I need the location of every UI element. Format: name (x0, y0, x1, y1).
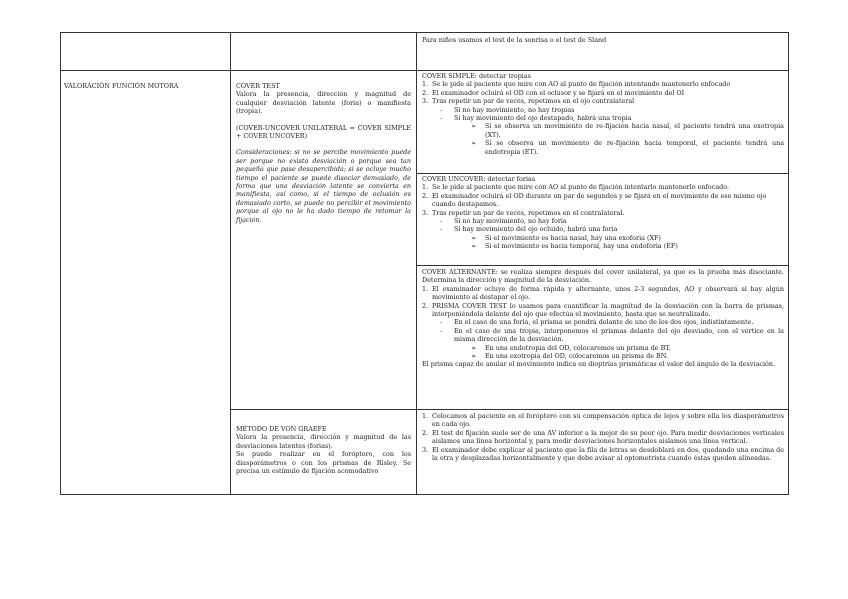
cover-alternante-outro: El prisma capaz de anular el movimiento indica en dioptrías prismáticas el valor del ángulo de la desviación. (422, 360, 775, 369)
cover-test-title: COVER TEST (236, 82, 280, 90)
document-table (60, 32, 789, 495)
von-graefe-title: MÉTODO DE VON GRAEFE (236, 425, 327, 433)
cover-test-considerations: Consideraciones: si no se percibe movimiento puede ser porque no exista desviación o porque sea tan pequeña que pase desapercibida; si se ocluye mucho tiempo el paciente se puede disociar demasiado, de forma que una desviación latente se convierta en manifiesta, así como, si el tiempo de oclusión es demasiado corto, se puede no percibir el movimiento porque al ojo no le ha dado tiempo de retomar la fijación. (236, 148, 411, 224)
row-divider-1 (60, 70, 789, 71)
cover-test-desc: Valora la presencia, dirección y magnitud de cualquier desviación latente (foria) o manifiesta (tropia). (236, 90, 411, 116)
row1-note-cell (422, 36, 784, 44)
list-item: ➢ Si se observa un movimiento de re-fijación hacia nasal, el paciente tendrá una exotropia (XT). (471, 122, 784, 139)
table-border-top (60, 32, 789, 33)
cover-simple-cell (422, 72, 784, 156)
list-item: - Si no hay movimiento, no hay tropias (440, 105, 575, 114)
column-divider-1 (230, 32, 231, 495)
list-item: 2. El examinador ocluirá el OD con el oclusor y se fijará en el movimiento del OI (422, 88, 685, 97)
von-graefe-cell (236, 425, 411, 475)
row-divider-cover-simple (416, 173, 789, 174)
cover-alternante-intro: COVER ALTERNANTE: se realiza siempre después del cover unilateral, ya que es la prueba más disociante. Determina la dirección y magnitud de la desviación. (422, 268, 784, 285)
list-item: ➢ Si el movimiento es hacia nasal, hay una exoforia (XF) (471, 233, 661, 242)
von-graefe-desc: Valora la presencia, dirección y magnitud de las desviaciones latentes (forias). (236, 433, 411, 450)
list-item: ➢ Si el movimiento es hacia temporal, hay una endoforia (EF) (471, 242, 678, 251)
cover-test-alt: (COVER-UNCOVER UNILATERAL = COVER SIMPLE + COVER UNCOVER) (236, 123, 411, 141)
section-title: VALORACIÓN FUNCIÓN MOTORA (64, 82, 179, 90)
section-title-cell (64, 82, 226, 90)
arrow-bullet-icon: ➢ (471, 242, 477, 251)
list-item: 3. Tras repetir un par de veces, repetimos en el contralateral. (422, 208, 625, 217)
row1-note: Para niños usamos el test de la sonrisa o el test de Sland (422, 36, 607, 44)
list-item: - Si hay movimiento del ojo destapado, habrá una tropia (440, 114, 632, 123)
cover-uncover-cell (422, 175, 784, 251)
row-divider-von-graefe (230, 409, 789, 410)
list-item: ➢ Si se observa un movimiento de re-fijación hacia temporal, el paciente tendrá una endotropia (ET). (471, 139, 784, 156)
arrow-bullet-icon: ➢ (471, 233, 477, 242)
list-item: 2. El test de fijación suele ser de una AV inferior a la mejor de su peor ojo. Para medir desviaciones verticales aislamos una línea horizontal y, para medir desviaciones horizontales aislamos una línea vertical. (422, 428, 784, 446)
list-item: 2. El examinador ocluirá el OD durante un par de segundos y se fijará en el movimiento de ese mismo ojo cuando destapamos. (422, 191, 767, 209)
list-item: ➢ En una exotropia del OD, colocaremos un prisma de BN. (471, 352, 668, 361)
list-item: - En el caso de una tropia, interponemos el prismas delante del ojo desviado, con el vértice en la misma dirección de la desviación. (440, 326, 784, 344)
cover-alternante-cell (422, 268, 784, 369)
column-divider-2 (416, 32, 417, 495)
list-item: 1. El examinador ocluye de forma rápida y alternante, unos 2-3 segundos, AO y observará si hay algún movimiento al destapar el ojo. (422, 284, 784, 302)
list-item: - En el caso de una foria, el prisma se pondrá delante de uno de los dos ojos, indistintamente. (440, 318, 754, 327)
row-divider-cover-uncover (416, 265, 789, 266)
arrow-bullet-icon: ➢ (471, 352, 477, 361)
arrow-bullet-icon: ➢ (471, 122, 477, 131)
cover-simple-title: COVER SIMPLE: detectar tropias (422, 72, 531, 80)
list-item: ➢ En una endotropia del OD, colocaremos un prisma de BT. (471, 343, 671, 352)
von-graefe-desc2: Se puede realizar en el foróptero, con los diasporámetros o con los prismas de Risley. Se precisa un estímulo de fijación acomodativo (236, 450, 411, 476)
list-item: 1. Se le pide al paciente que mire con AO al punto de fijación intentando mantenerlo enfocado (422, 80, 731, 89)
table-border-bottom (60, 494, 789, 495)
list-item: - Si no hay movimiento, no hay foria (440, 217, 567, 226)
list-item: 2. PRISMA COVER TEST lo usamos para cuantificar la magnitud de la desviación con la barra de prismas, interponiéndola delante del ojo que efectúa el movimiento, hasta que se neutralizado. (422, 301, 784, 319)
list-item: 3. Tras repetir un par de veces, repetimos en el ojo contralateral (422, 97, 635, 106)
von-graefe-steps-cell (422, 412, 784, 462)
arrow-bullet-icon: ➢ (471, 139, 477, 148)
cover-uncover-title: COVER UNCOVER: detectar forias (422, 175, 536, 183)
table-border-right (788, 32, 789, 495)
list-item: 1. Se le pide al paciente que mire con AO al punto de fijación intentarlo mantenerlo enfocado. (422, 183, 730, 192)
table-border-left (60, 32, 61, 495)
cover-test-cell (236, 82, 411, 224)
arrow-bullet-icon: ➢ (471, 343, 477, 352)
list-item: - Si hay movimiento del ojo ocluido, habrá una foria (440, 225, 618, 234)
list-item: 1. Colocamos al paciente en el foróptero con su compensación óptica de lejos y sobre ella los diasporámetros en cada ojo. (422, 412, 784, 429)
list-item: 3. El examinador debe explicar al paciente que la fila de letras se desdoblará en dos, quedando una encima de la otra y desplazadas horizontalmente y que debe avisar al optometrista cuando éstas queden alineadas. (422, 445, 784, 463)
